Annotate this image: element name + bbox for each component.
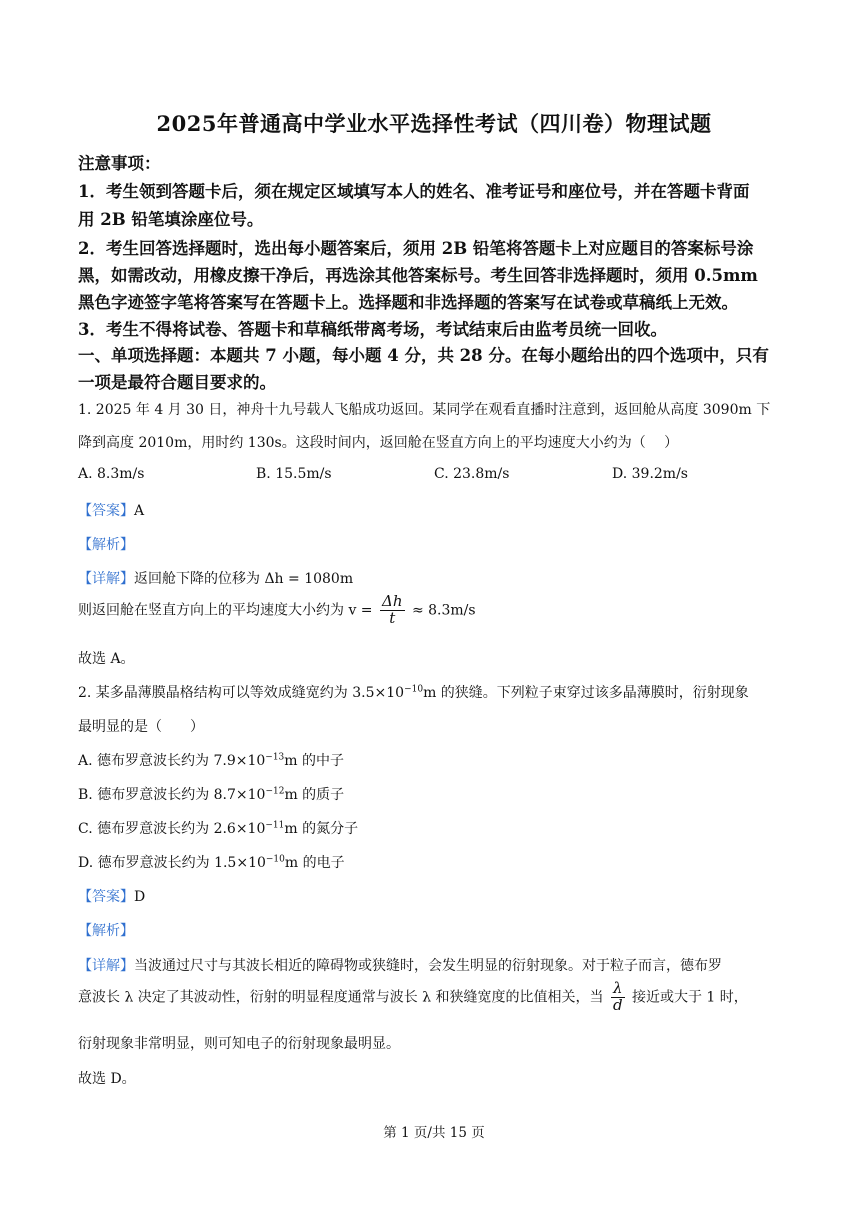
q2-conclusion: 故选 D。: [78, 1071, 136, 1087]
option-text: m 的电子: [284, 855, 345, 871]
option-text: m 的中子: [284, 753, 345, 769]
notice-item: 用 2B 铅笔填涂座位号。: [78, 210, 264, 229]
section-heading: 一、单项选择题：本题共 7 小题，每小题 4 分，共 28 分。在每小题给出的四个选项中，只有: [78, 346, 769, 365]
detail-tag: 【详解】: [78, 958, 134, 974]
q2-stem: [78, 682, 794, 702]
q2-detail-line3: 衍射现象非常明显，则可知电子的衍射现象最明显。: [78, 1036, 400, 1052]
fraction: [611, 981, 625, 1014]
q1-stem-cont: 降到高度 2010m，用时约 130s。这段时间内，返回舱在竖直方向上的平均速度大小约为（ ）: [78, 435, 679, 451]
q2-detail-part: 接近或大于 1 时，: [631, 989, 748, 1006]
q2-stem-exponent: −10: [404, 684, 424, 695]
q2-option-b: [78, 784, 794, 804]
q1-choice-d: D. 39.2m/s: [612, 466, 688, 482]
q1-formula-line: [78, 594, 794, 627]
page-title: 2025年普通高中学业水平选择性考试（四川卷）物理试题: [156, 111, 712, 136]
q2-stem-part: 2. 某多晶薄膜晶格结构可以等效成缝宽约为 3.5×10: [78, 685, 405, 701]
q2-detail-text: 当波通过尺寸与其波长相近的障碍物或狭缝时，会发生明显的衍射现象。对于粒子而言，德布罗: [134, 958, 722, 974]
q1-conclusion: 故选 A。: [78, 651, 135, 667]
notice-heading: 注意事项：: [78, 154, 161, 173]
option-exponent: −13: [265, 752, 285, 763]
q2-stem-part: m 的狭缝。下列粒子束穿过该多晶薄膜时，衍射现象: [423, 685, 749, 701]
q2-answer: [78, 886, 794, 906]
notice-item: 黑色字迹签字笔将答案写在答题卡上。选择题和非选择题的答案写在试卷或草稿纸上无效。: [78, 293, 738, 312]
fraction-denominator: t: [389, 608, 396, 627]
option-text: B. 德布罗意波长约为 8.7×10: [78, 787, 266, 803]
q2-detail: [78, 955, 794, 975]
answer-tag: 【答案】: [78, 503, 134, 519]
fraction-denominator: d: [612, 995, 623, 1014]
section-heading-cont: 一项是最符合题目要求的。: [78, 373, 276, 392]
q2-detail-line2: [78, 981, 794, 1014]
q1-choice-b: B. 15.5m/s: [256, 466, 332, 482]
q1-answer: [78, 500, 794, 520]
notice-item: 黑，如需改动，用橡皮擦干净后，再选涂其他答案标号。考生回答非选择题时，须用 0.5mm: [78, 266, 758, 285]
option-text: A. 德布罗意波长约为 7.9×10: [78, 753, 266, 769]
detail-tag: 【详解】: [78, 571, 134, 587]
q1-detail-text: 返回舱下降的位移为 Δh = 1080m: [134, 571, 354, 587]
q2-option-c: [78, 818, 794, 838]
q2-option-d: [78, 852, 794, 872]
q1-choice-c: C. 23.8m/s: [434, 466, 510, 482]
q1-choices: [78, 466, 794, 482]
fraction: [380, 594, 405, 627]
option-text: m 的氮分子: [284, 821, 359, 837]
fraction-numerator: λ: [613, 979, 623, 997]
q1-choice-a: A. 8.3m/s: [78, 466, 145, 482]
page-footer: 第 1 页/共 15 页: [383, 1125, 485, 1141]
notice-item: 1．考生领到答题卡后，须在规定区域填写本人的姓名、准考证号和座位号，并在答题卡背面: [78, 182, 750, 201]
option-exponent: −10: [265, 854, 285, 865]
notice-item: 3．考生不得将试卷、答题卡和草稿纸带离考场，考试结束后由监考员统一回收。: [78, 320, 667, 339]
fraction-numerator: Δh: [382, 592, 403, 610]
q1-answer-value: A: [134, 503, 145, 519]
option-exponent: −11: [265, 820, 285, 831]
q2-analysis-tag: 【解析】: [78, 923, 134, 939]
q1-stem: 1. 2025 年 4 月 30 日，神舟十九号载人飞船成功返回。某同学在观看直播时注意到，返回舱从高度 3090m 下: [78, 402, 771, 418]
q1-formula-prefix: 则返回舱在竖直方向上的平均速度大小约为 v =: [78, 602, 373, 619]
q2-option-a: [78, 750, 794, 770]
answer-tag: 【答案】: [78, 889, 134, 905]
option-exponent: −12: [265, 786, 285, 797]
q1-formula-suffix: ≈ 8.3m/s: [411, 602, 476, 619]
option-text: C. 德布罗意波长约为 2.6×10: [78, 821, 266, 837]
q2-detail-part: 意波长 λ 决定了其波动性，衍射的明显程度通常与波长 λ 和狭缝宽度的比值相关，当: [78, 989, 604, 1006]
q1-analysis-tag: 【解析】: [78, 537, 134, 553]
q1-detail: [78, 568, 794, 588]
notice-item: 2．考生回答选择题时，选出每小题答案后，须用 2B 铅笔将答题卡上对应题目的答案标号涂: [78, 239, 754, 258]
option-text: D. 德布罗意波长约为 1.5×10: [78, 855, 266, 871]
q2-stem-cont: 最明显的是（ ）: [78, 719, 204, 735]
q2-answer-value: D: [134, 889, 146, 905]
option-text: m 的质子: [284, 787, 345, 803]
